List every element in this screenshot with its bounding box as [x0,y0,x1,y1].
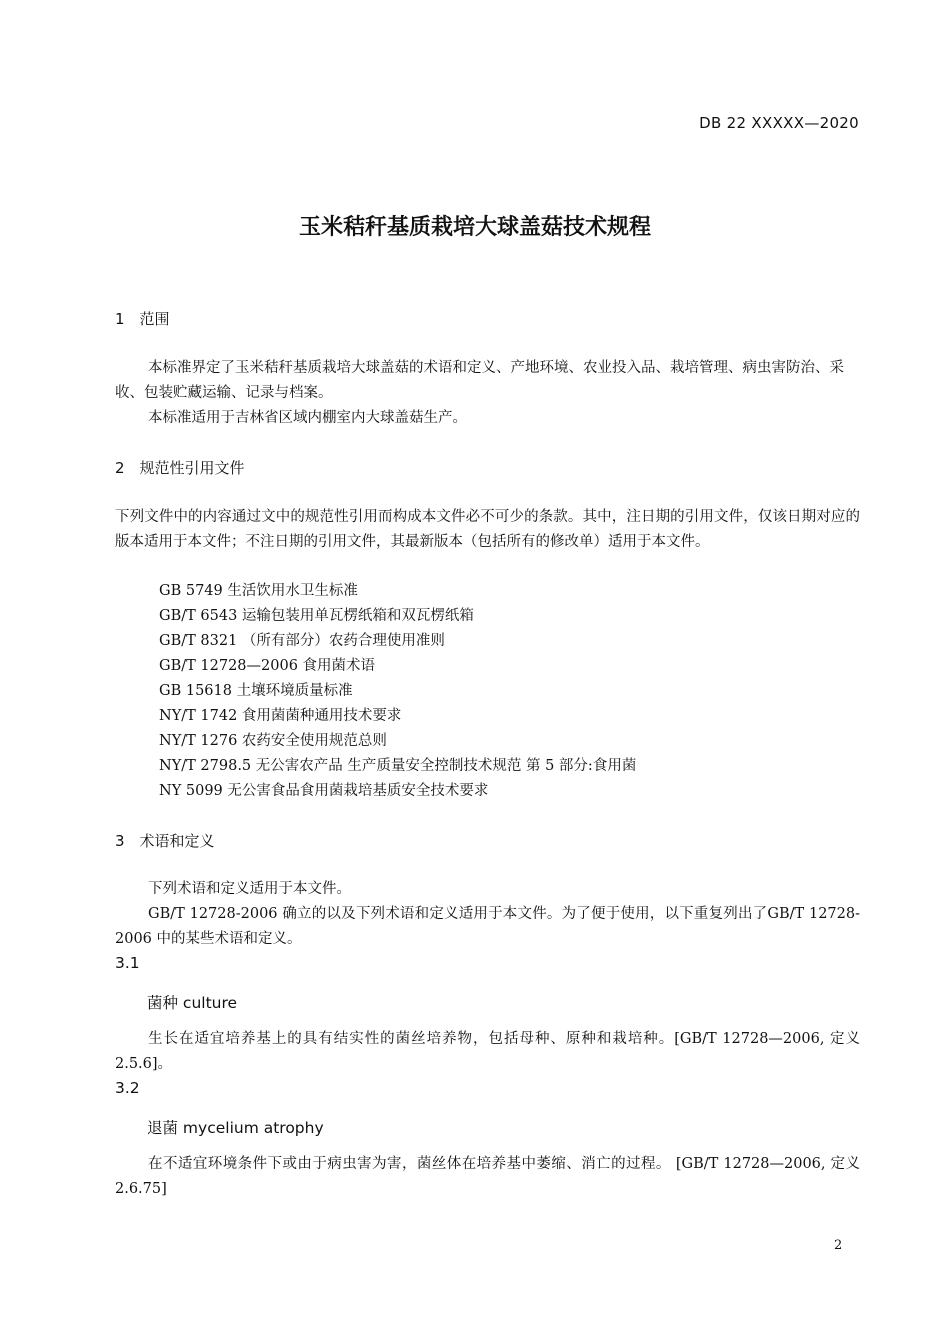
standard-code: DB 22 XXXXX—2020 [699,114,859,132]
section-3-paragraph: GB/T 12728-2006 确立的以及下列术语和定义适用于本文件。为了便于使用，以下重复列出了GB/T 12728-2006 中的某些术语和定义。 [115,906,860,947]
section-2-heading: 2 规范性引用文件 [115,459,245,477]
section-3-paragraph: 下列术语和定义适用于本文件。 [148,881,351,897]
reference-item: NY 5099 无公害食品食用菌栽培基质安全技术要求 [159,783,489,799]
section-1-paragraph: 本标准适用于吉林省区域内棚室内大球盖菇生产。 [148,410,467,426]
reference-item: NY/T 2798.5 无公害农产品 生产质量安全控制技术规范 第 5 部分:食用菌 [159,758,637,774]
section-2-intro-text: 下列文件中的内容通过文中的规范性引用而构成本文件必不可少的条款。其中，注日期的引用文件，仅该日期对应的版本适用于本文件；不注日期的引用文件，其最新版本（包括所有的修改单）适用于本文件。 [115,509,860,550]
section-1-paragraph: 本标准界定了玉米秸秆基质栽培大球盖菇的术语和定义、产地环境、农业投入品、栽培管理、病虫害防治、采收、包装贮藏运输、记录与档案。 [115,360,844,401]
section-3-body [115,877,860,952]
reference-item: GB 15618 土壤环境质量标准 [159,683,353,699]
term-title: 菌种 culture [147,994,238,1012]
reference-item: NY/T 1742 食用菌菌种通用技术要求 [159,708,402,724]
reference-item: GB/T 6543 运输包装用单瓦楞纸箱和双瓦楞纸箱 [159,608,474,624]
term-title: 退菌 mycelium atrophy [147,1119,324,1137]
term-definition-text: 在不适宜环境条件下或由于病虫害为害，菌丝体在培养基中萎缩、消亡的过程。 [GB/T 12728—2006, 定义 2.6.75] [115,1156,860,1197]
reference-item: GB/T 12728—2006 食用菌术语 [159,658,376,674]
term-number: 3.1 [115,954,140,972]
term-definition [115,1027,860,1077]
term-definition-text: 生长在适宜培养基上的具有结实性的菌丝培养物，包括母种、原种和栽培种。[GB/T 12728—2006, 定义 2.5.6]。 [115,1031,860,1072]
reference-item: GB 5749 生活饮用水卫生标准 [159,583,358,599]
reference-item: GB/T 8321 （所有部分）农药合理使用准则 [159,633,445,649]
reference-item: NY/T 1276 农药安全使用规范总则 [159,733,387,749]
reference-list [159,579,859,804]
section-3-heading: 3 术语和定义 [115,832,215,850]
page-number: 2 [834,1238,843,1253]
section-2-intro [115,505,860,555]
section-1-body [115,356,860,431]
document-title: 玉米秸秆基质栽培大球盖菇技术规程 [298,214,651,240]
term-number: 3.2 [115,1079,140,1097]
section-1-heading: 1 范围 [115,310,170,328]
term-definition [115,1152,860,1202]
